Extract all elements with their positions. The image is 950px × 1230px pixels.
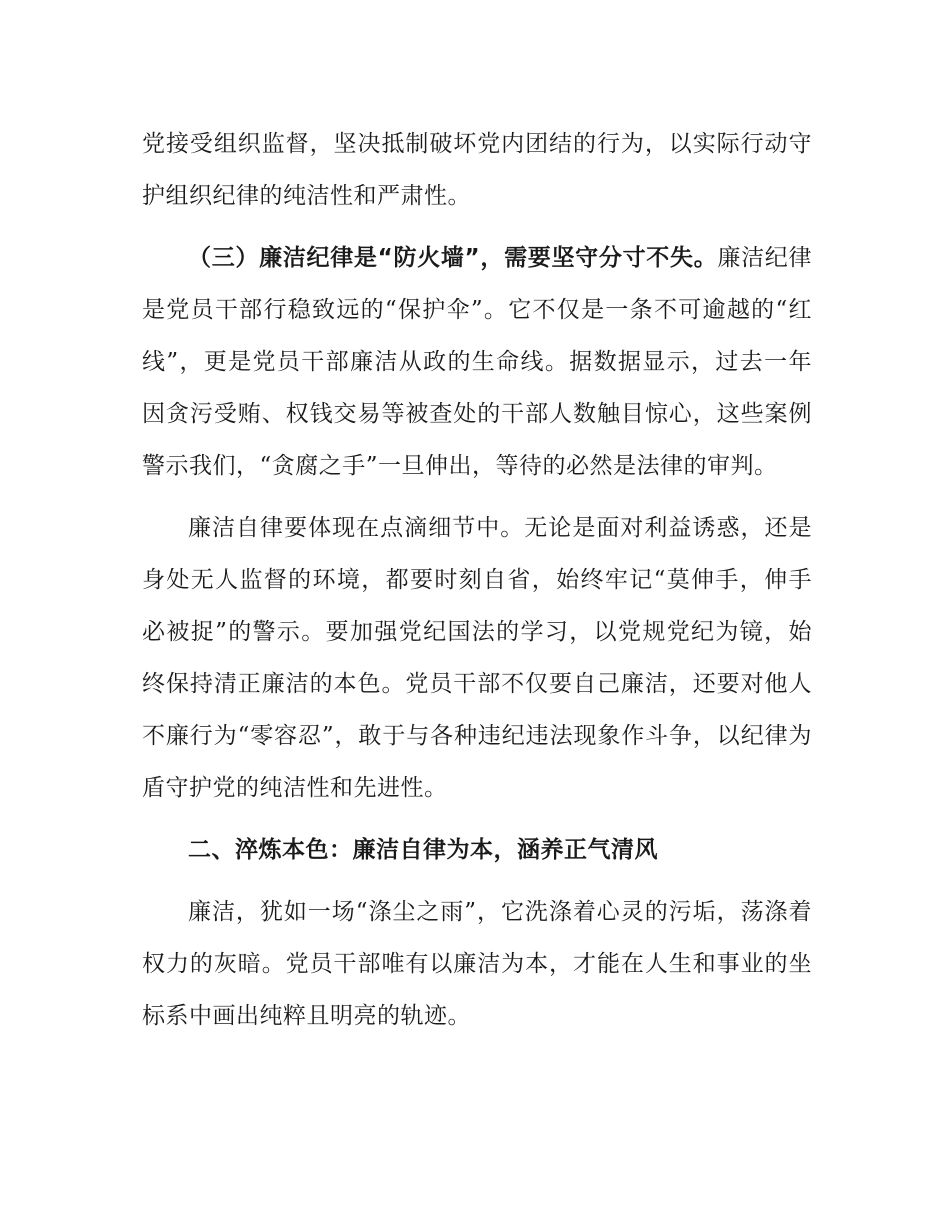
document-body <box>142 118 812 1042</box>
paragraph-text: 廉洁纪律是党员干部行稳致远的“保护伞”。它不仅是一条不可逾越的“红线”，更是党员干部廉洁从政的生命线。据数据显示，过去一年因贪污受贿、权钱交易等被查处的干部人数触目惊心，这些案例警示我们，“贪腐之手”一旦伸出，等待的必然是法律的审判。 <box>142 245 812 479</box>
subsection-heading: （三）廉洁纪律是“防火墙”，需要坚守分寸不失。 <box>188 245 718 271</box>
section-heading <box>142 824 812 876</box>
paragraph-text: 党接受组织监督，坚决抵制破坏党内团结的行为，以实际行动守护组织纪律的纯洁性和严肃性。 <box>142 131 812 209</box>
paragraph-text: 廉洁，犹如一场“涤尘之雨”，它洗涤着心灵的污垢，荡涤着权力的灰暗。党员干部唯有以廉洁为本，才能在人生和事业的坐标系中画出纯粹且明亮的轨迹。 <box>142 899 812 1029</box>
paragraph-self-discipline <box>142 502 812 814</box>
section-heading-text: 二、淬炼本色：廉洁自律为本，涵养正气清风 <box>188 837 658 863</box>
paragraph-integrity-discipline <box>142 232 812 492</box>
paragraph-continuation <box>142 118 812 222</box>
paragraph-integrity-rain <box>142 886 812 1042</box>
paragraph-text: 廉洁自律要体现在点滴细节中。无论是面对利益诱惑，还是身处无人监督的环境，都要时刻自省，始终牢记“莫伸手，伸手必被捉”的警示。要加强党纪国法的学习，以党规党纪为镜，始终保持清正廉洁的本色。党员干部不仅要自己廉洁，还要对他人不廉行为“零容忍”，敢于与各种违纪违法现象作斗争，以纪律为盾守护党的纯洁性和先进性。 <box>142 515 812 801</box>
